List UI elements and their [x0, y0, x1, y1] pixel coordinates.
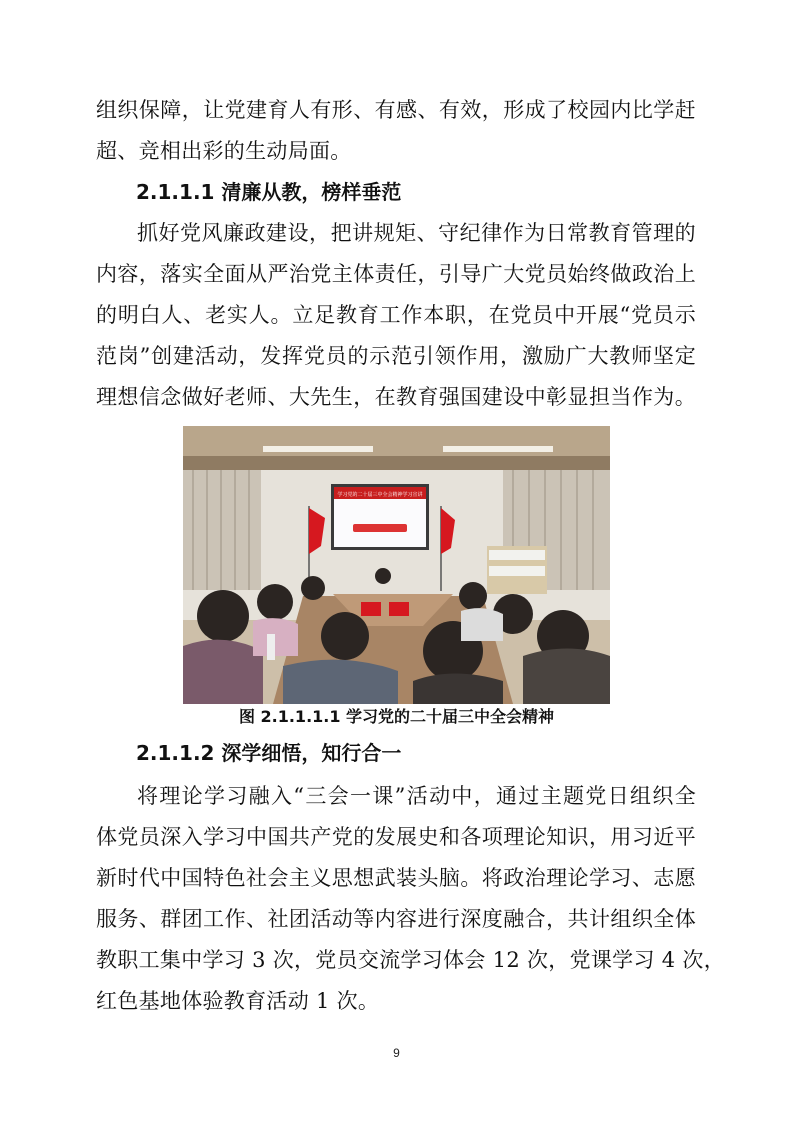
intro-line-2: 超、竞相出彩的生动局面。 [96, 139, 352, 163]
page-number: 9 [393, 1046, 400, 1060]
section-1-line-2: 内容，落实全面从严治党主体责任，引导广大党员始终做政治上 [96, 262, 696, 286]
section-1-line-4: 范岗”创建活动，发挥党员的示范引领作用，激励广大教师坚定 [96, 344, 696, 368]
section-heading-2-1-1-2: 2.1.1.2 深学细悟，知行合一 [136, 741, 402, 765]
section-2-line-6: 红色基地体验教育活动 1 次。 [96, 989, 380, 1013]
section-2-line-5: 教职工集中学习 3 次，党员交流学习体会 12 次，党课学习 4 次， [96, 948, 725, 972]
section-1-line-1: 抓好党风廉政建设，把讲规矩、守纪律作为日常教育管理的 [137, 221, 696, 245]
section-2-line-3: 新时代中国特色社会主义思想武装头脑。将政治理论学习、志愿 [96, 866, 696, 890]
meeting-photo [183, 426, 610, 704]
screen-title-text: 学习党的二十届三中全会精神学习宣讲 [337, 492, 423, 498]
section-2-line-4: 服务、群团工作、社团活动等内容进行深度融合，共计组织全体 [96, 907, 696, 931]
section-1-line-3: 的明白人、老实人。立足教育工作本职，在党员中开展“党员示 [96, 303, 696, 327]
section-2-line-2: 体党员深入学习中国共产党的发展史和各项理论知识，用习近平 [96, 825, 696, 849]
figure-caption: 图 2.1.1.1.1 学习党的二十届三中全会精神 [238, 707, 555, 726]
section-1-line-5: 理想信念做好老师、大先生，在教育强国建设中彰显担当作为。 [96, 385, 696, 409]
intro-line-1: 组织保障，让党建育人有形、有感、有效，形成了校园内比学赶 [96, 98, 696, 122]
section-heading-2-1-1-1: 2.1.1.1 清廉从教，榜样垂范 [136, 180, 402, 204]
section-2-line-1: 将理论学习融入“三会一课”活动中，通过主题党日组织全 [137, 784, 696, 808]
